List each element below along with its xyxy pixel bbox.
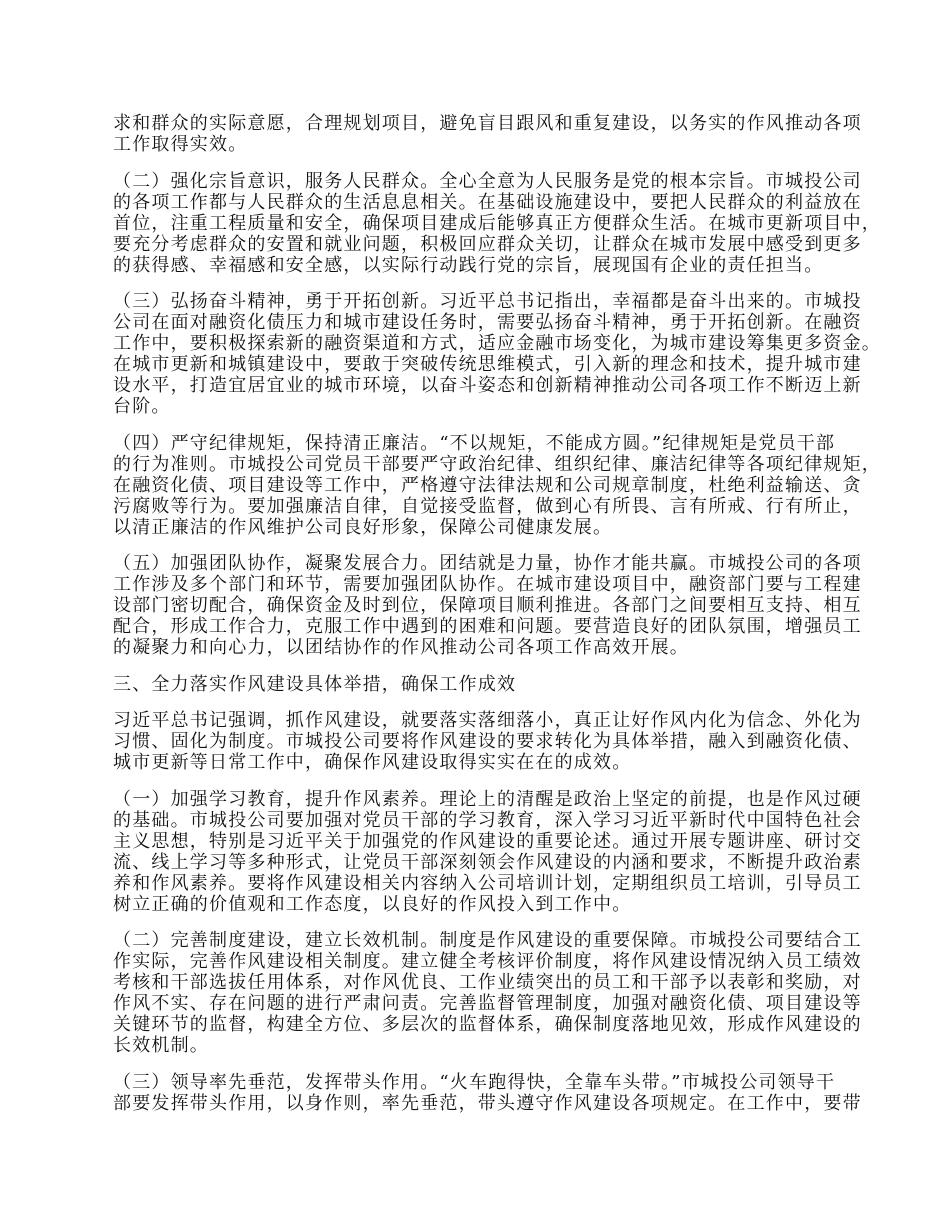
text-line: （二）强化宗旨意识，服务人民群众。全心全意为人民服务是党的根本宗旨。市城投公司 (113, 170, 862, 192)
text-line: 树立正确的价值观和工作态度，以良好的作风投入到工作中。 (113, 893, 632, 915)
text-line: 考核和干部选拔任用体系，对作风优良、工作业绩突出的员工和干部予以表彰和奖励，对 (113, 972, 862, 993)
paragraph (113, 930, 862, 1056)
text-line: 长效机制。 (113, 1035, 209, 1056)
text-line: 配合，形成工作合力，克服工作中遇到的困难和问题。要营造良好的团队氛围，增强员工 (113, 616, 862, 637)
text-line: （三）领导率先垂范，发挥带头作用。“火车跑得快，全靠车头带。”市城投公司领导干 (113, 1071, 836, 1093)
paragraph (113, 553, 862, 658)
text-line: 要充分考虑群众的安置和就业问题，积极回应群众关切，让群众在城市发展中感受到更多 (113, 233, 862, 255)
text-line: 在城市更新和城镇建设中，要敢于突破传统思维模式，引入新的理念和技术，提升城市建 (113, 354, 862, 375)
text-line: 台阶。 (113, 396, 171, 417)
text-line: 习惯、固化为制度。市城投公司要将作风建设的要求转化为具体举措，融入到融资化债、 (113, 731, 862, 752)
text-line: 三、全力落实作风建设具体举措，确保工作成效 (113, 673, 517, 695)
text-line: 工作取得实效。 (113, 134, 248, 155)
text-line: 的凝聚力和向心力，以团结协作的作风推动公司各项工作高效开展。 (113, 637, 689, 658)
text-line: 的行为准则。市城投公司党员干部要严守政治纪律、组织纪律、廉洁纪律等各项纪律规矩， (113, 453, 881, 475)
text-line: 求和群众的实际意愿，合理规划项目，避免盲目跟风和重复建设，以务实的作风推动各项 (113, 113, 862, 134)
paragraph (113, 710, 862, 773)
text-line: 城市更新等日常工作中，确保作风建设取得实实在在的成效。 (113, 752, 632, 773)
text-line: 首位，注重工程质量和安全，确保项目建成后能够真正方便群众生活。在城市更新项目中， (113, 212, 881, 234)
paragraph (113, 432, 881, 538)
text-line: 关键环节的监督，构建全方位、多层次的监督体系，确保制度落地见效，形成作风建设的 (113, 1014, 862, 1035)
text-line: 作风不实、存在问题的进行严肃问责。完善监督管理制度，加强对融资化债、项目建设等 (113, 993, 862, 1014)
paragraph (113, 788, 862, 915)
text-line: 以清正廉洁的作风维护公司良好形象，保障公司健康发展。 (113, 516, 613, 538)
text-line: 工作涉及多个部门和环节，需要加强团队协作。在城市建设项目中，融资部门要与工程建 (113, 574, 862, 595)
text-line: 在融资化债、项目建设等工作中，严格遵守法律法规和公司规章制度，杜绝利益输送、贪 (113, 474, 862, 496)
text-line: 流、线上学习等多种形式，让党员干部深刻领会作风建设的内涵和要求，不断提升政治素 (113, 851, 862, 873)
text-line: 养和作风素养。要将作风建设相关内容纳入公司培训计划，定期组织员工培训，引导员工 (113, 872, 862, 894)
document-body (113, 113, 881, 1129)
text-line: 习近平总书记强调，抓作风建设，就要落实落细落小，真正让好作风内化为信念、外化为 (113, 710, 862, 731)
text-line: 设部门密切配合，确保资金及时到位，保障项目顺利推进。各部门之间要相互支持、相互 (113, 595, 862, 616)
text-line: （四）严守纪律规矩，保持清正廉洁。“不以规矩，不能成方圆。”纪律规矩是党员干部 (113, 432, 836, 454)
text-line: 部要发挥带头作用，以身作则，率先垂范，带头遵守作风建设各项规定。在工作中，要带 (113, 1092, 862, 1114)
text-line: 工作中，要积极探索新的融资渠道和方式，适应金融市场变化，为城市建设筹集更多资金。 (113, 333, 881, 354)
text-line: 设水平，打造宜居宜业的城市环境，以奋斗姿态和创新精神推动公司各项工作不断迈上新 (113, 375, 862, 396)
text-line: 公司在面对融资化债压力和城市建设任务时，需要弘扬奋斗精神，勇于开拓创新。在融资 (113, 312, 862, 333)
text-line: 的获得感、幸福感和安全感，以实际行动践行党的宗旨，展现国有企业的责任担当。 (113, 254, 824, 276)
text-line: 的各项工作都与人民群众的生活息息相关。在基础设施建设中，要把人民群众的利益放在 (113, 191, 862, 213)
paragraph (113, 1071, 862, 1114)
paragraph (113, 170, 881, 276)
text-line: （五）加强团队协作，凝聚发展合力。团结就是力量，协作才能共赢。市城投公司的各项 (113, 553, 862, 574)
section-heading (113, 674, 853, 695)
text-line: 污腐败等行为。要加强廉洁自律，自觉接受监督，做到心有所畏、言有所戒、行有所止， (113, 495, 862, 517)
text-line: （三）弘扬奋斗精神，勇于开拓创新。习近平总书记指出，幸福都是奋斗出来的。市城投 (113, 291, 862, 312)
paragraph (113, 291, 881, 417)
text-line: 作实际，完善作风建设相关制度。建立健全考核评价制度，将作风建设情况纳入员工绩效 (113, 951, 862, 972)
text-line: （一）加强学习教育，提升作风素养。理论上的清醒是政治上坚定的前提，也是作风过硬 (113, 788, 862, 810)
paragraph (113, 113, 862, 155)
text-line: 主义思想，特别是习近平关于加强党的作风建设的重要论述。通过开展专题讲座、研讨交 (113, 830, 862, 852)
text-line: 的基础。市城投公司要加强对党员干部的学习教育，深入学习习近平新时代中国特色社会 (113, 809, 862, 831)
text-line: （二）完善制度建设，建立长效机制。制度是作风建设的重要保障。市城投公司要结合工 (113, 930, 862, 951)
